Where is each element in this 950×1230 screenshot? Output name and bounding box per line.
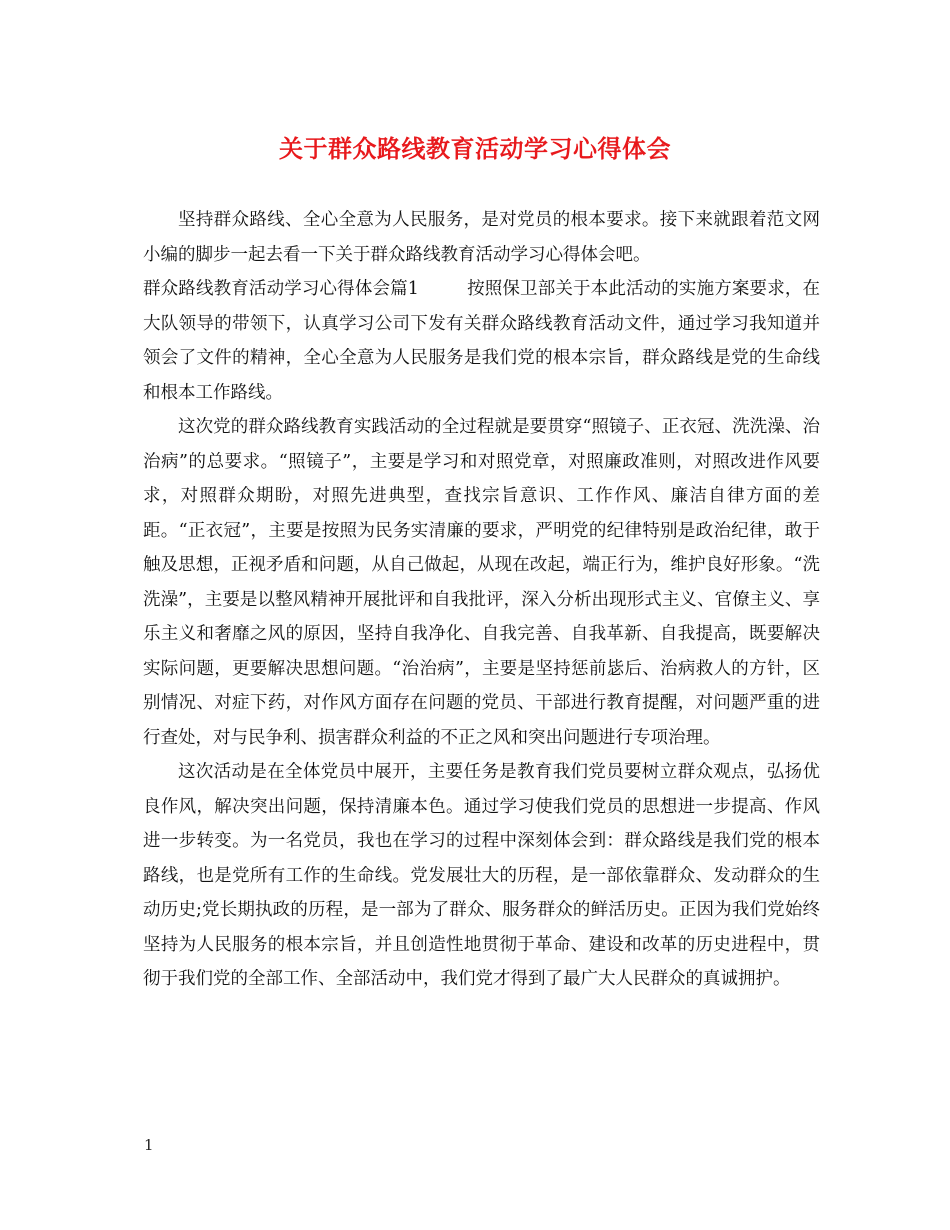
section-first-paragraph: 按照保卫部关于本此活动的实施方案要求，在大队领导的带领下，认真学习公司下发有关群众路线教育活动文件，通过学习我知道并领会了文件的精神，全心全意为人民服务是我们党的根本宗旨，群众路线是党的生命线和根本工作路线。 (143, 279, 820, 403)
body-paragraph-requirements: 这次党的群众路线教育实践活动的全过程就是要贯穿“照镜子、正衣冠、洗洗澡、治治病”的总要求。“照镜子”，主要是学习和对照党章，对照廉政准则，对照改进作风要求，对照群众期盼，对照先进典型，查找宗旨意识、工作作风、廉洁自律方面的差距。“正衣冠”，主要是按照为民务实清廉的要求，严明党的纪律特别是政治纪律，敢于触及思想，正视矛盾和问题，从自己做起，从现在改起，端正行为，维护良好形象。“洗洗澡”，主要是以整风精神开展批评和自我批评，深入分析出现形式主义、官僚主义、享乐主义和奢靡之风的原因，坚持自我净化、自我完善、自我革新、自我提高，既要解决实际问题，更要解决思想问题。“治治病”，主要是坚持惩前毖后、治病救人的方针，区别情况、对症下药，对作风方面存在问题的党员、干部进行教育提醒，对问题严重的进行查处，对与民争利、损害群众利益的不正之风和突出问题进行专项治理。 (143, 417, 820, 748)
document-body (143, 203, 820, 997)
section-heading: 群众路线教育活动学习心得体会篇1 (143, 279, 419, 299)
document-title: 关于群众路线教育活动学习心得体会 (279, 134, 671, 163)
section-paragraph (143, 272, 820, 410)
body-paragraph-activity: 这次活动是在全体党员中展开，主要任务是教育我们党员要树立群众观点，弘扬优良作风，解决突出问题，保持清廉本色。通过学习使我们党员的思想进一步提高、作风进一步转变。为一名党员，我也在学习的过程中深刻体会到：群众路线是我们党的根本路线，也是党所有工作的生命线。党发展壮大的历程，是一部依靠群众、发动群众的生动历史;党长期执政的历程，是一部为了群众、服务群众的鲜活历史。正因为我们党始终坚持为人民服务的根本宗旨，并且创造性地贯彻于革命、建设和改革的历史进程中，贯彻于我们党的全部工作、全部活动中，我们党才得到了最广大人民群众的真诚拥护。 (143, 762, 820, 989)
intro-paragraph: 坚持群众路线、全心全意为人民服务，是对党员的根本要求。接下来就跟着范文网小编的脚步一起去看一下关于群众路线教育活动学习心得体会吧。 (143, 210, 820, 265)
page-number: 1 (144, 1136, 154, 1154)
